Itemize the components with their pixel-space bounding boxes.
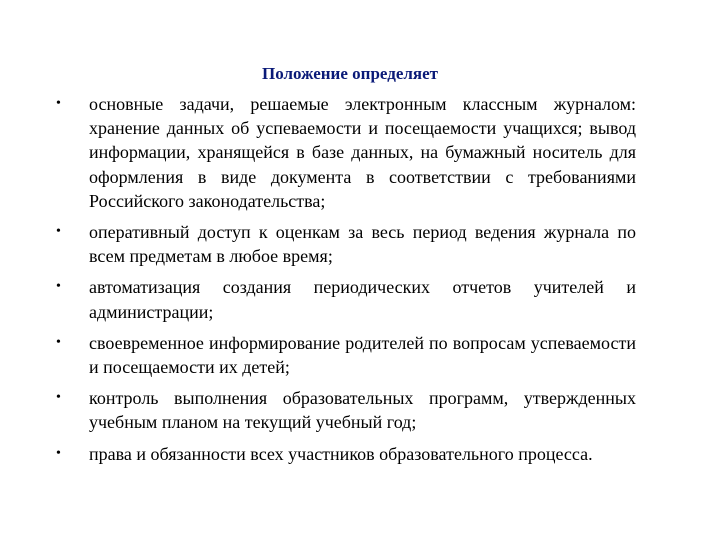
list-item-text: права и обязанности всех участников образовательного процесса. — [89, 443, 593, 464]
list-item — [52, 386, 636, 434]
list-item — [52, 442, 636, 466]
bullet-list — [52, 92, 636, 473]
list-item — [52, 220, 636, 268]
bullet-icon: • — [56, 224, 61, 240]
bullet-icon: • — [56, 334, 61, 350]
bullet-icon: • — [56, 279, 61, 295]
list-item — [52, 92, 636, 213]
list-item-text: своевременное информирование родителей по вопросам успеваемости и посещаемости их детей; — [89, 332, 636, 378]
list-item-text: основные задачи, решаемые электронным классным журналом: хранение данных об успеваемости и посещаемости учащихся; вывод информации, хранящейся в базе данных, на бумажный носитель для оформления в виде документа в соответствии с требованиями Российского законодательства; — [89, 94, 636, 211]
list-item-text: контроль выполнения образовательных программ, утвержденных учебным планом на текущий учебный год; — [89, 388, 636, 433]
list-item-text: автоматизация создания периодических отчетов учителей и администрации; — [89, 277, 636, 322]
bullet-icon: • — [56, 445, 61, 461]
bullet-icon: • — [56, 96, 61, 111]
list-item — [52, 275, 636, 323]
list-item-text: оперативный доступ к оценкам за весь период ведения журнала по всем предметам в любое время; — [89, 222, 636, 267]
list-item — [52, 331, 636, 379]
bullet-icon: • — [56, 390, 61, 406]
slide-heading: Положение определяет — [262, 64, 438, 83]
